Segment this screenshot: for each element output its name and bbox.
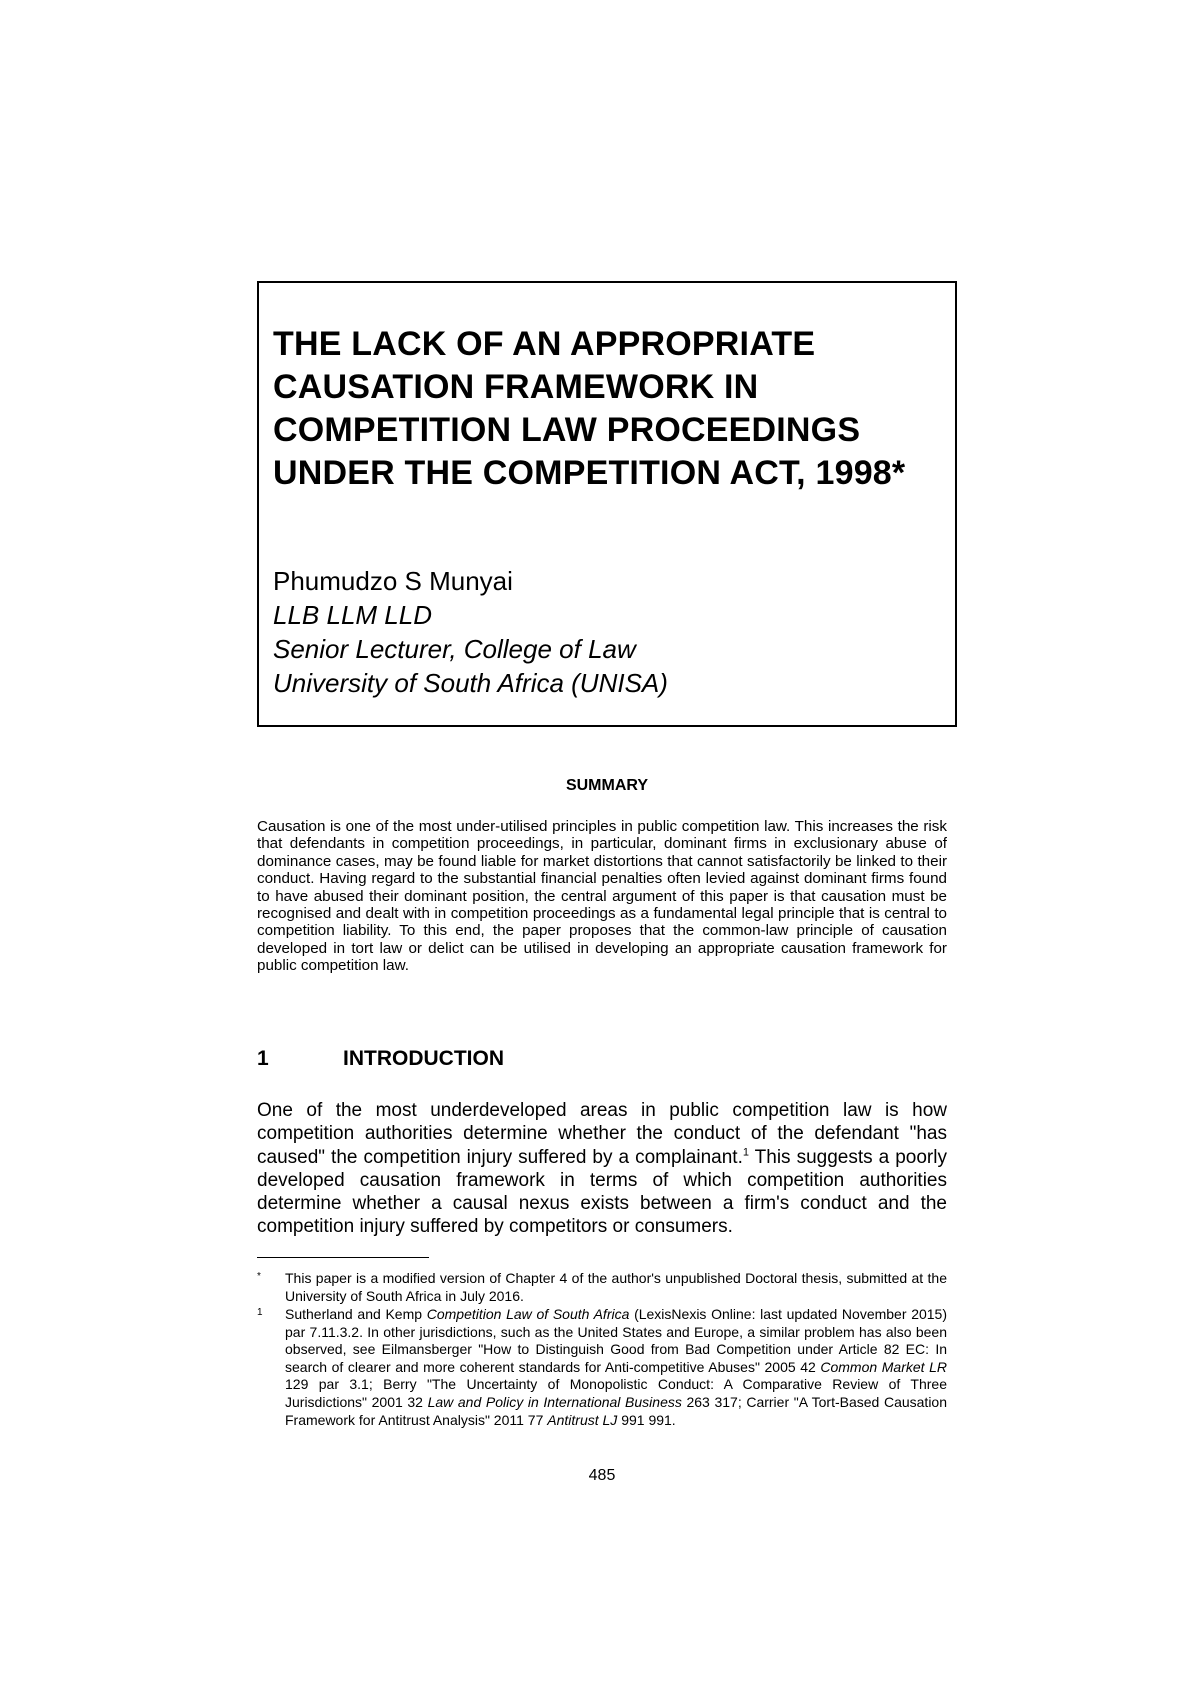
section-title: INTRODUCTION — [343, 1047, 504, 1070]
section-number: 1 — [257, 1047, 269, 1070]
author-block — [273, 564, 945, 700]
section-heading — [257, 1047, 947, 1075]
author-name: Phumudzo S Munyai — [273, 566, 513, 596]
footnote-text-segment: Sutherland and Kemp — [285, 1306, 427, 1322]
author-position: Senior Lecturer, College of Law — [273, 634, 636, 664]
summary-heading: SUMMARY — [565, 777, 649, 794]
footnote-text-segment: 991 991. — [617, 1411, 676, 1428]
footnote-ref-1[interactable]: 1 — [742, 1146, 749, 1159]
footnote-text-segment: 129 par 3.1; Berry "The Uncertainty of Monopolistic Conduct: A Comparative Review of Three Jurisdictions" 2001 32 — [285, 1376, 947, 1410]
author-degrees: LLB LLM LLD — [273, 600, 432, 630]
title-box — [257, 281, 957, 727]
footnote-star — [257, 1270, 947, 1305]
footnote-italic-title: Antitrust LJ — [547, 1411, 618, 1428]
footnote-1 — [257, 1306, 947, 1429]
article-title: THE LACK OF AN APPROPRIATE CAUSATION FRAMEWORK IN COMPETITION LAW PROCEEDINGS UNDER THE COMPETITION ACT, 1998* — [273, 325, 906, 492]
footnote-text: This paper is a modified version of Chapter 4 of the author's unpublished Doctoral thesis, submitted at the University of South Africa in July 2016. — [285, 1270, 947, 1304]
footnote-text — [285, 1306, 947, 1429]
intro-text-part2: This suggests a poorly developed causation framework in terms of which competition authorities determine whether a causal nexus exists between a firm's conduct and the competition injury suffered by competitors or consumers. — [257, 1146, 947, 1238]
footnote-mark: 1 — [257, 1307, 263, 1318]
author-institution: University of South Africa (UNISA) — [273, 668, 668, 698]
footnote-italic-title: Law and Policy in International Business — [427, 1393, 682, 1410]
summary-text: Causation is one of the most under-utilised principles in public competition law. This increases the risk that defendants in competition proceedings, in particular, dominant firms in exclusionary abuse of dominance cases, may be found liable for market distortions that cannot satisfactorily be linked to their conduct. Having regard to the substantial financial penalties often levied against dominant firms found to have abused their dominant position, the central argument of this paper is that causation must be recognised and dealt with in competition proceedings as a fundamental legal principle that is central to competition liability. To this end, the paper proposes that the common-law principle of causation developed in tort law or delict can be utilised in developing an appropriate causation framework for public competition law. — [257, 818, 947, 975]
footnote-divider — [257, 1257, 429, 1258]
footnote-italic-title: Competition Law of South Africa — [426, 1306, 630, 1322]
page-number: 485 — [588, 1467, 616, 1484]
footnote-mark: * — [257, 1271, 261, 1282]
footnote-text-segment: (LexisNexis Online: last updated November 2015) par 7.11.3.2. In other jurisdictions, such as the United States and Europe, a similar problem has also been observed, see Eilmansberger "How to Distinguish Good from Bad Competition under Article 82 EC: In search of clearer and more coherent standards for Anti-competitive Abuses" 2005 42 — [285, 1306, 947, 1375]
introduction-paragraph — [257, 1099, 947, 1239]
footnote-text-segment: 263 317; Carrier "A Tort-Based Causation Framework for Antitrust Analysis" 2011 77 — [285, 1393, 948, 1428]
footnote-italic-title: Common Market LR — [820, 1358, 947, 1375]
intro-text-part1: One of the most underdeveloped areas in public competition law is how competition authorities determine whether the conduct of the defendant "has caused" the competition injury suffered by a complainant. — [257, 1100, 947, 1168]
